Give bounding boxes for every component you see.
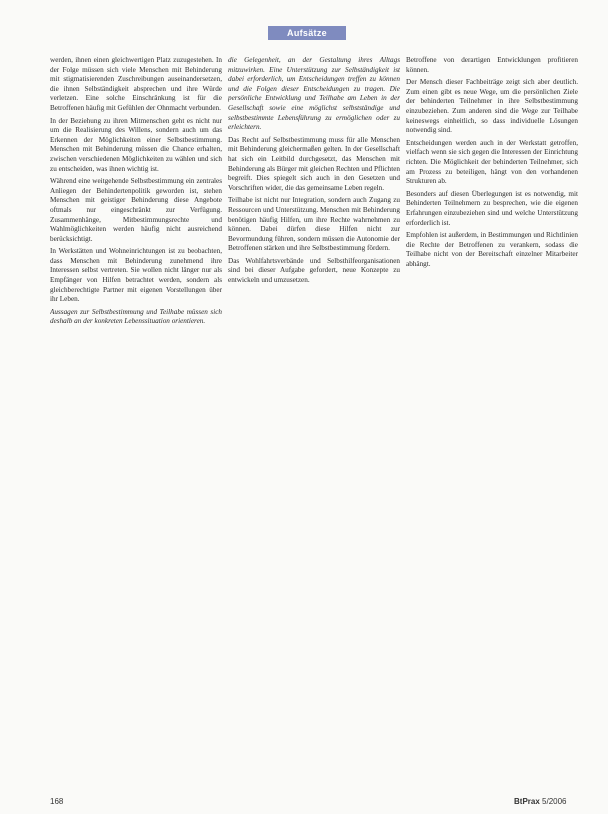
paragraph: Entscheidungen werden auch in der Werkstatt getroffen, vielfach wenn sie sich gegen die Interessen der Einrichtung richten. Die Möglichkeit der behinderten Teilnehmer, sich am Prozess zu beteiligen, hängt von den vorhandenen Strukturen ab. (406, 138, 578, 186)
text-column-2 (228, 56, 400, 792)
paragraph: Besonders auf diesen Überlegungen ist es notwendig, mit Behinderten Teilnehmern zu besprechen, wie die eigenen Erfahrungen einzubeziehen sind und welche Unterstützung erforderlich ist. (406, 189, 578, 227)
paragraph: In Werkstätten und Wohneinrichtungen ist zu beobachten, dass Menschen mit Behinderung zunehmend ihre Interessen selbst vertreten. Sie wollen nicht länger nur als Empfänger von Hilfen betrachtet werden, sondern als gleichberechtigte Partner mit eigenen Vorstellungen über ihr Leben. (50, 247, 222, 304)
paragraph: Betroffene von derartigen Entwicklungen profitieren können. (406, 56, 578, 74)
paragraph: die Gelegenheit, an der Gestaltung ihres Alltags mitzuwirken. Eine Unterstützung zur Selbständigkeit ist dabei erforderlich, um Entscheidungen treffen zu können und die Folgen dieser Entscheidungen zu tragen. Die persönliche Entwicklung und Teilhabe am Leben in der Gesellschaft sowie eine möglichst selbstständige und selbstbestimmte Lebensführung zu ermöglichen oder zu erleichtern. (228, 56, 400, 132)
text-column-3 (406, 56, 578, 792)
journal-info (514, 797, 567, 806)
paragraph: Das Wohlfahrtsverbände und Selbsthilfeorganisationen sind bei dieser Aufgabe gefordert, neue Konzepte zu entwickeln und umzusetzen. (228, 256, 400, 285)
journal-issue: 5/2006 (542, 797, 567, 806)
section-banner: Aufsätze (268, 26, 346, 40)
paragraph: Das Recht auf Selbstbestimmung muss für alle Menschen mit Behinderung gleichermaßen gelten. In der Gesellschaft hat sich ein Leitbild durchgesetzt, das Menschen mit Behinderung als Bürger mit gleichen Rechten und Pflichten begreift. Dies spiegelt sich auch in den Gesetzen und Vorschriften wider, die das gemeinsame Leben regeln. (228, 135, 400, 192)
paragraph: Aussagen zur Selbstbestimmung und Teilhabe müssen sich deshalb an der konkreten Lebenssituation orientieren. (50, 307, 222, 326)
journal-name: BtPrax (514, 797, 540, 806)
text-column-1 (50, 56, 222, 792)
paragraph: Empfohlen ist außerdem, in Bestimmungen und Richtlinien die Rechte der Betroffenen zu verankern, sodass die Teilhabe nicht von der Bereitschaft einzelner Mitarbeiter abhängt. (406, 231, 578, 268)
paragraph: Der Mensch dieser Fachbeiträge zeigt sich aber deutlich. Zum einen gibt es neue Wege, um die persönlichen Ziele der behinderten Teilnehmer in ihre Selbstbestimmung einzubeziehen. Zum anderen sind die Wege zur Teilhabe keineswegs einheitlich, so dass individuelle Lösungen notwendig sind. (406, 78, 578, 135)
paragraph: In der Beziehung zu ihren Mitmenschen geht es nicht nur um die Realisierung des Willens, sondern auch um das Erkennen der Möglichkeiten einer Selbstbestimmung. Menschen mit Behinderung müssen die Chance erhalten, zwischen verschiedenen Möglichkeiten zu wählen und sich zu entscheiden, was ihnen wichtig ist. (50, 116, 222, 173)
paragraph: Während eine weitgehende Selbstbestimmung ein zentrales Anliegen der Behindertenpolitik geworden ist, stehen Menschen mit geistiger Behinderung diese Angebote oftmals nur eingeschränkt zur Verfügung. Zusammenhänge, Mitbestimmungsrechte und Wahlmöglichkeiten werden häufig nicht ausreichend berücksichtigt. (50, 177, 222, 243)
paragraph: Teilhabe ist nicht nur Integration, sondern auch Zugang zu Ressourcen und Unterstützung. Menschen mit Behinderung benötigen häufig Hilfen, um ihre Rechte wahrnehmen zu können. Dabei dürfen diese Hilfen nicht zur Bevormundung führen, sondern müssen die Autonomie der Betroffenen stärken und ihre Selbstbestimmung fördern. (228, 196, 400, 253)
page-number: 168 (50, 797, 64, 806)
paragraph: werden, ihnen einen gleichwertigen Platz zuzugestehen. In der Folge müssen sich viele Menschen mit Behinderung mit stigmatisierenden Zuschreibungen auseinandersetzen, die ihnen Selbständigkeit absprechen und ihre Würde verletzen. Eine solche Einschränkung ist für die Betroffenen häufig mit Gefühlen der Ohnmacht verbunden. (50, 56, 222, 112)
